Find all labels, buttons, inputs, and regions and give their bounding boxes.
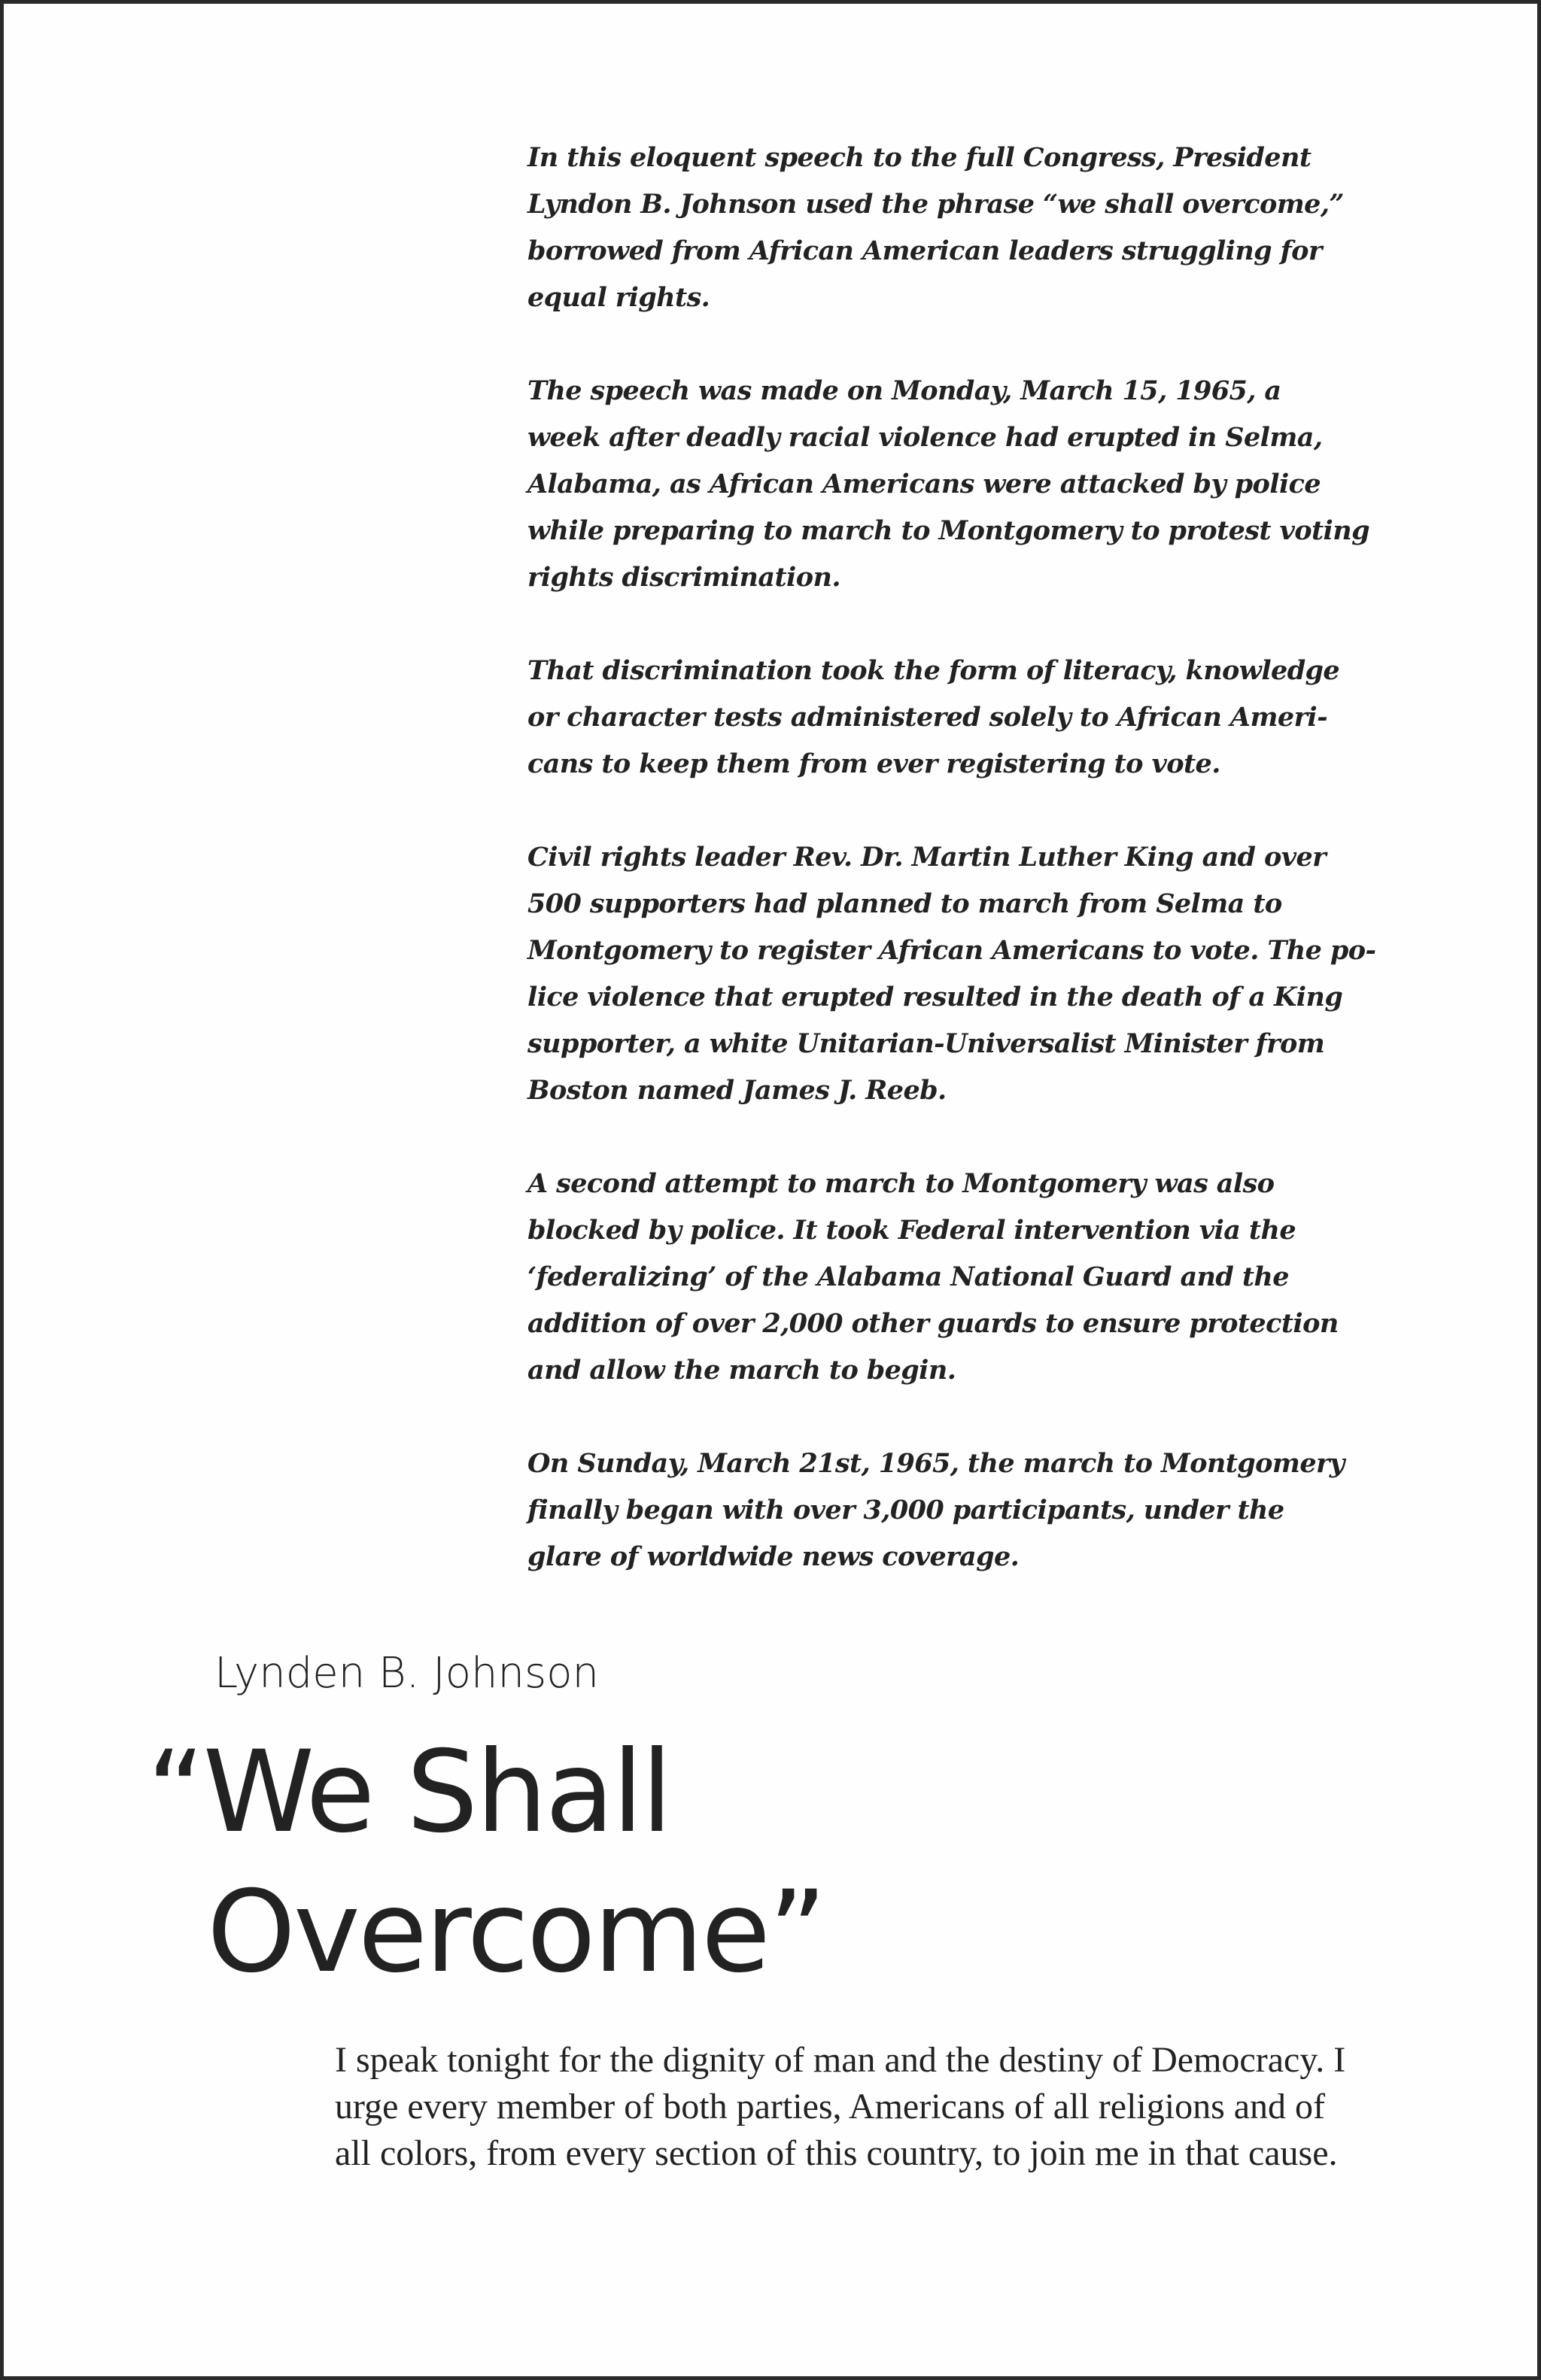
intro-paragraph-5: A second attempt to march to Montgomery was also blocked by police. It took Federal intervention via the ‘federalizing’ of the Alabama National Guard and the addition of over 2,000 other guards to ensure protection and allow the march to begin. [527, 1168, 1339, 1386]
speech-quote: I speak tonight for the dignity of man and the destiny of Democracy. I urge every member of both parties, Americans of all religions and of all colors, from every section of this country, to join me in that cause. [335, 2040, 1346, 2173]
intro-paragraph-1: In this eloquent speech to the full Congress, President Lyndon B. Johnson used the phrase “we shall overcome,” borrowed from African American leaders struggling for equal rights. [527, 142, 1344, 313]
intro-paragraph-2: The speech was made on Monday, March 15, 1965, a week after deadly racial violence had erupted in Selma, Alabama, as African Americans were attacked by police while preparing to march to Montgomery to protest voting rights discrimination. [527, 375, 1369, 593]
intro-text [527, 135, 1415, 1627]
intro-paragraph-4: Civil rights leader Rev. Dr. Martin Luther King and over 500 supporters had planned to march from Selma to Montgomery to register African Americans to vote. The po- lice violence that erupted resulted in the death of a King supporter, a white Unitarian-Universalist Minister from Boston named James J. Reeb. [527, 842, 1376, 1106]
author-name: Lynden B. Johnson [214, 1649, 599, 1698]
intro-paragraph-6: On Sunday, March 21st, 1965, the march to Montgomery finally began with over 3,000 participants, under the glare of worldwide news coverage. [527, 1448, 1345, 1572]
speech-title [147, 1723, 825, 2002]
speech-title-line-1: “We Shall [147, 1727, 670, 1858]
intro-paragraph-3: That discrimination took the form of literacy, knowledge or character tests administered solely to African Ameri- cans to keep them from ever registering to vote. [527, 655, 1340, 779]
speech-title-line-2: Overcome” [207, 1867, 825, 1998]
